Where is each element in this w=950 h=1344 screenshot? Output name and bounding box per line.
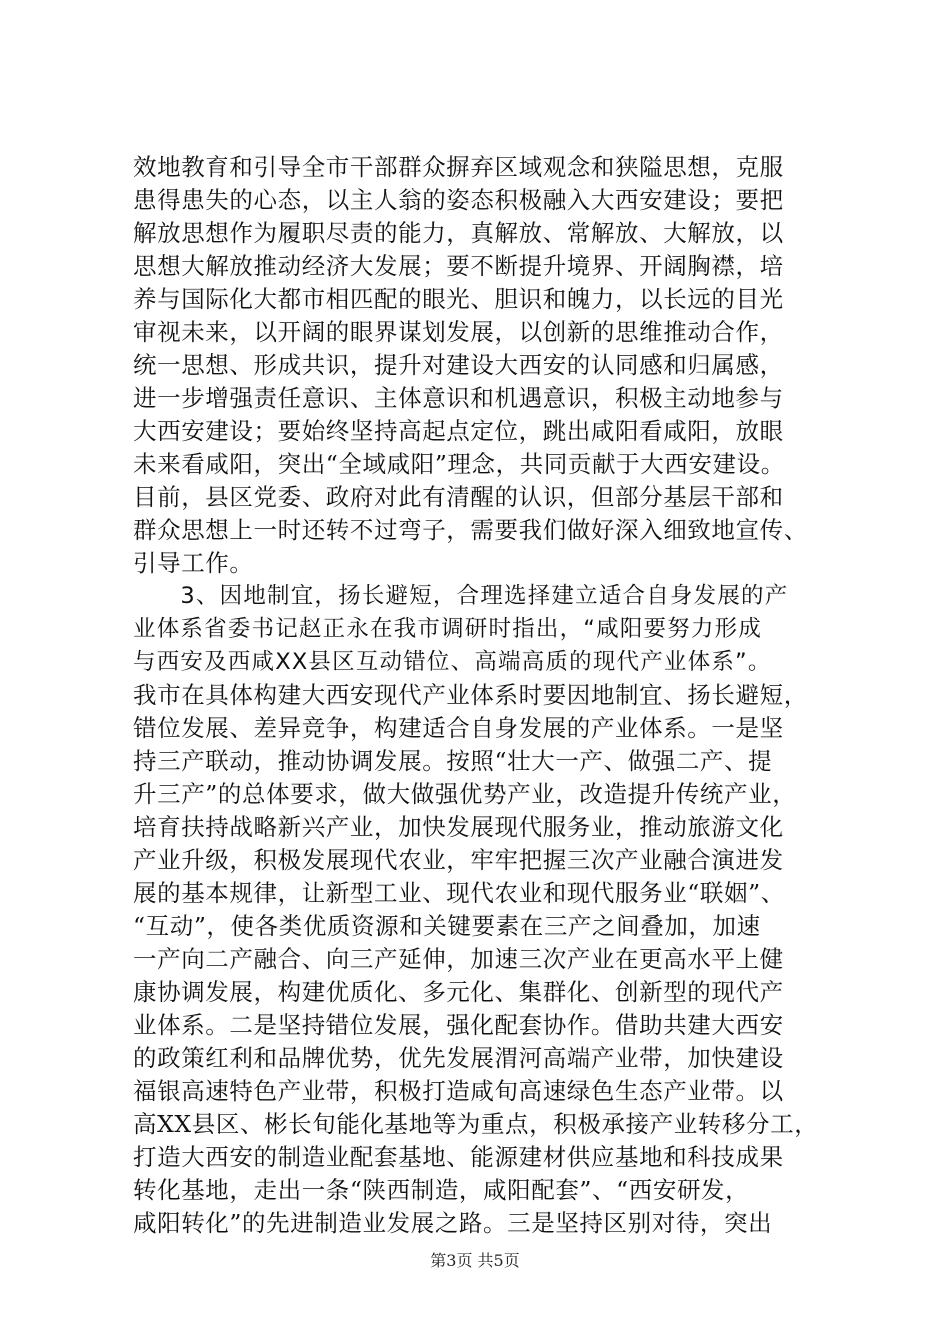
text-line: 3、因地制宜，扬长避短，合理选择建立适合自身发展的产 (133, 583, 789, 609)
text-line: 产业升级，积极发展现代农业，牢牢把握三次产业融合演进发 (133, 846, 784, 874)
text-line: 康协调发展，构建优质化、多元化、集群化、创新型的现代产 (133, 978, 784, 1006)
text-line: 咸阳转化”的先进制造业发展之路。三是坚持区别对待，突出 (133, 1209, 773, 1237)
text-line: 与西安及西咸XX县区互动错位、高端高质的现代产业体系”。 (133, 649, 772, 675)
text-line: 业体系省委书记赵正永在我市调研时指出，“咸阳要努力形成 (133, 616, 763, 642)
text-line: 展的基本规律，让新型工业、现代农业和现代服务业“联姻”、 (133, 879, 785, 907)
text-line: 的政策红利和品牌优势，优先发展渭河高端产业带，加快建设 (133, 1044, 784, 1072)
text-line: 持三产联动，推动协调发展。按照“壮大一产、做强二产、提 (133, 747, 773, 775)
text-line: 思想大解放推动经济大发展；要不断提升境界、开阔胸襟，培 (133, 252, 784, 280)
text-line: 业体系。二是坚持错位发展，强化配套协作。借助共建大西安 (133, 1011, 784, 1039)
text-line: 一产向二产融合、向三产延伸，加速三次产业在更高水平上健 (133, 945, 784, 973)
text-line: “互动”，使各类优质资源和关键要素在三产之间叠加，加速 (133, 912, 761, 940)
text-line: 升三产”的总体要求，做大做强优势产业，改造提升传统产业， (133, 780, 797, 808)
page-footer: 第3页 共5页 (430, 1251, 520, 1270)
text-line: 打造大西安的制造业配套基地、能源建材供应基地和科技成果 (133, 1143, 784, 1171)
text-line: 养与国际化大都市相匹配的眼光、胆识和魄力，以长远的目光 (133, 285, 784, 313)
text-line: 引导工作。 (133, 549, 254, 577)
text-line: 错位发展、差异竞争，构建适合自身发展的产业体系。一是坚 (133, 714, 784, 742)
text-line: 转化基地，走出一条“陕西制造，咸阳配套”、“西安研发， (133, 1176, 750, 1204)
text-line: 目前，县区党委、政府对此有清醒的认识，但部分基层干部和 (133, 483, 784, 511)
text-line: 统一思想、形成共识，提升对建设大西安的认同感和归属感， (133, 351, 784, 379)
text-line: 解放思想作为履职尽责的能力，真解放、常解放、大解放，以 (133, 219, 784, 247)
text-line: 群众思想上一时还转不过弯子，需要我们做好深入细致地宣传、 (133, 516, 808, 544)
text-line: 培育扶持战略新兴产业，加快发展现代服务业，推动旅游文化 (133, 813, 784, 841)
text-line: 我市在具体构建大西安现代产业体系时要因地制宜、扬长避短， (133, 681, 808, 709)
body-text (133, 151, 853, 1240)
text-line: 审视未来，以开阔的眼界谋划发展，以创新的思维推动合作， (133, 318, 784, 346)
text-line: 未来看咸阳，突出“全域咸阳”理念，共同贡献于大西安建设。 (133, 450, 785, 478)
text-line: 福银高速特色产业带，积极打造咸旬高速绿色生态产业带。以 (133, 1077, 784, 1105)
text-line: 患得患失的心态，以主人翁的姿态积极融入大西安建设；要把 (133, 186, 784, 214)
text-line: 高XX县区、彬长旬能化基地等为重点，积极承接产业转移分工， (133, 1110, 819, 1138)
text-line: 效地教育和引导全市干部群众摒弃区域观念和狭隘思想，克服 (133, 153, 784, 181)
text-line: 进一步增强责任意识、主体意识和机遇意识，积极主动地参与 (133, 384, 784, 412)
text-line: 大西安建设；要始终坚持高起点定位，跳出咸阳看咸阳，放眼 (133, 417, 784, 445)
